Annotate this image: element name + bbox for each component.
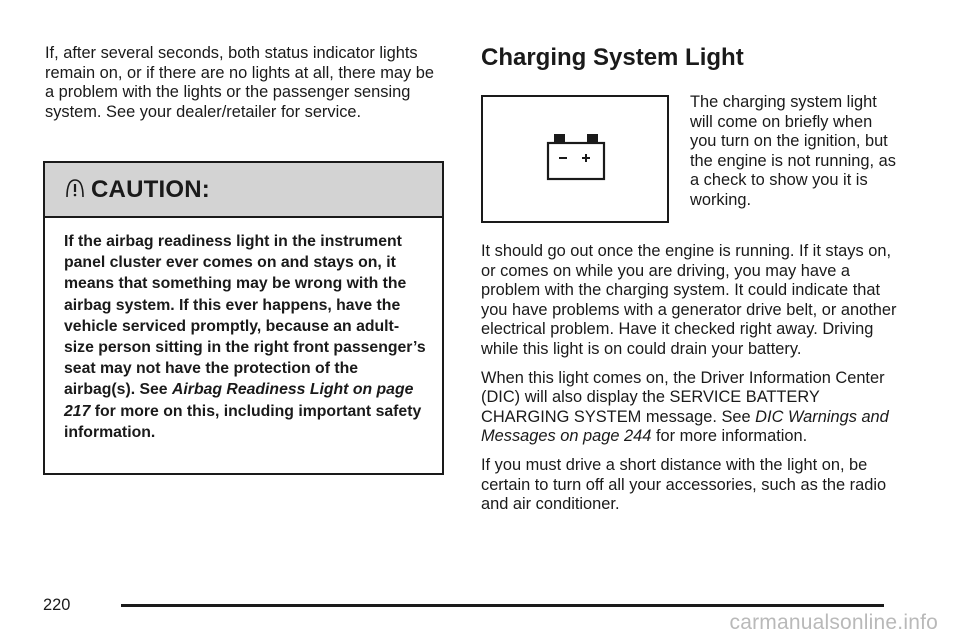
charging-light-body — [481, 242, 901, 524]
caution-title: CAUTION: — [91, 175, 210, 203]
intro-paragraph: If, after several seconds, both status indicator lights remain on, or if there are no lights at all, there may be a problem with the lights or the passenger sensing system. See your dealer/retailer for service. — [45, 44, 435, 121]
paragraph-2 — [481, 369, 901, 447]
footer-divider — [121, 604, 884, 607]
caution-box — [43, 161, 444, 475]
caution-text: If the airbag readiness light in the instrument panel cluster ever comes on and stays on, it means that something may be wrong with the airbag system. If this ever happens, have the vehicle serviced promptly, because an adult-size person sitting in the right front passenger’s seat may not have the protection of the airbag(s). See — [64, 233, 426, 399]
paragraph-2-text-end: for more information. — [651, 427, 808, 446]
caution-header — [45, 163, 442, 218]
page-number: 220 — [43, 596, 71, 614]
watermark: carmanualsonline.info — [729, 611, 938, 634]
charging-light-description: The charging system light will come on briefly when you turn on the ignition, but the engine is not running, as a check to show you it is working. — [690, 93, 896, 209]
section-title: Charging System Light — [481, 44, 744, 71]
left-column — [43, 44, 447, 441]
warning-icon — [64, 177, 86, 199]
caution-reference-link[interactable]: Airbag Readiness Light on page 217 — [64, 381, 414, 420]
paragraph-2-text: When this light comes on, the Driver Information Center (DIC) will also display the SERVICE BATTERY CHARGING SYSTEM message. See — [481, 368, 885, 426]
caution-body — [45, 218, 442, 443]
caution-text-end: for more on this, including important safety information. — [64, 402, 422, 441]
dic-reference-link[interactable]: DIC Warnings and Messages on page 244 — [481, 407, 889, 446]
paragraph-1: It should go out once the engine is running. If it stays on, or comes on while you are driving, you may have a problem with the charging system. It could indicate that you have problems with a generator drive belt, or another electrical problem. Have it checked right away. Driving while this light is on could drain your battery. — [481, 242, 897, 358]
paragraph-3: If you must drive a short distance with the light on, be certain to turn off all your accessories, such as the radio and air conditioner. — [481, 455, 887, 514]
charging-light-figure — [481, 95, 669, 223]
battery-icon — [545, 134, 607, 186]
